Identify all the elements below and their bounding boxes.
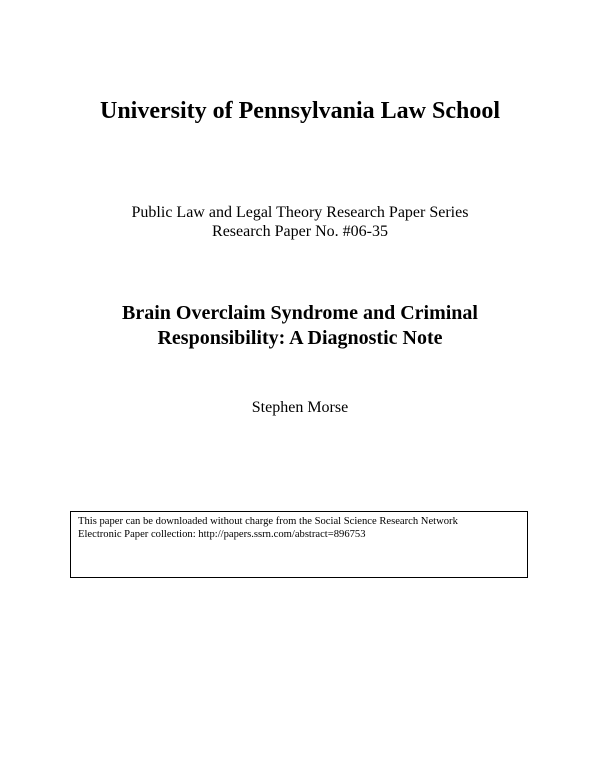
paper-number: Research Paper No. #06-35 [212, 223, 388, 240]
download-notice-box [70, 511, 528, 578]
title-line-2: Responsibility: A Diagnostic Note [157, 327, 443, 349]
institution-heading: University of Pennsylvania Law School [99, 98, 501, 124]
series-name: Public Law and Legal Theory Research Paper Series [131, 204, 469, 221]
notice-line-2: Electronic Paper collection: http://papers.ssrn.com/abstract=896753 [78, 529, 366, 540]
series-info [0, 203, 600, 241]
author-name: Stephen Morse [251, 399, 349, 416]
paper-title [0, 301, 600, 351]
title-line-1: Brain Overclaim Syndrome and Criminal [122, 302, 478, 324]
notice-line-1: This paper can be downloaded without charge from the Social Science Research Network [78, 516, 458, 527]
